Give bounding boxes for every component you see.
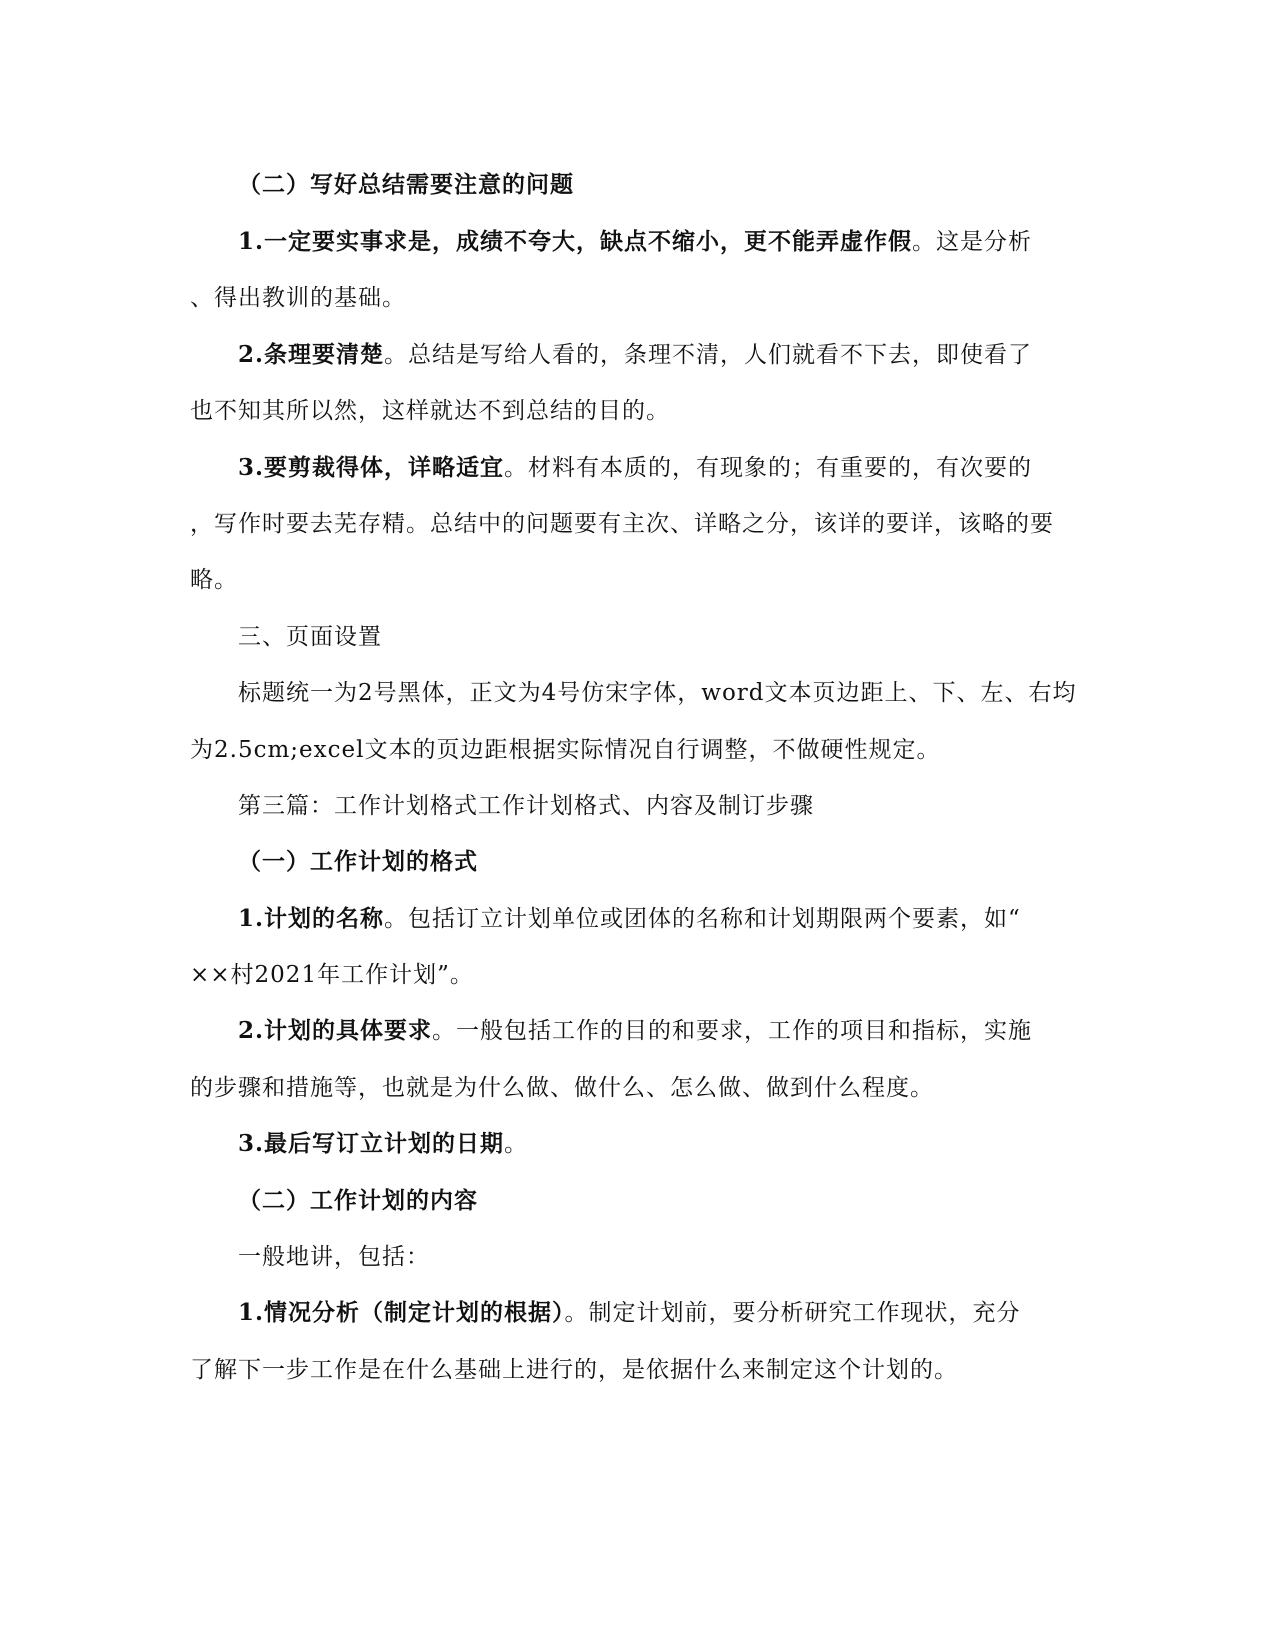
heading-summary-notes: （二）写好总结需要注意的问题 xyxy=(238,171,574,198)
paragraph-line: ××村2021年工作计划”。 xyxy=(190,962,474,988)
paragraph-line: 1.情况分析（制定计划的根据）。制定计划前，要分析研究工作现状，充分 xyxy=(238,1299,1021,1326)
paragraph-line: 一般地讲，包括： xyxy=(238,1244,430,1270)
paragraph-line: ，写作时要去芜存精。总结中的问题要有主次、详略之分，该详的要详，该略的要 xyxy=(190,511,1054,537)
paragraph-line: 2.条理要清楚。总结是写给人看的，条理不清，人们就看不下去，即使看了 xyxy=(238,341,1033,368)
paragraph-line: 2.计划的具体要求。一般包括工作的目的和要求，工作的项目和指标，实施 xyxy=(238,1017,1033,1044)
section-heading-page-setup: 三、页面设置 xyxy=(238,624,382,650)
paragraph-line: 3.最后写订立计划的日期。 xyxy=(238,1130,529,1157)
paragraph-line: 为2.5cm;excel文本的页边距根据实际情况自行调整，不做硬性规定。 xyxy=(190,737,941,763)
paragraph-line: 1.计划的名称。包括订立计划单位或团体的名称和计划期限两个要素，如“ xyxy=(238,905,1021,932)
paragraph-line: 的步骤和措施等，也就是为什么做、做什么、怎么做、做到什么程度。 xyxy=(190,1075,934,1101)
chapter-heading: 第三篇：工作计划格式工作计划格式、内容及制订步骤 xyxy=(238,793,814,819)
paragraph-line: 了解下一步工作是在什么基础上进行的，是依据什么来制定这个计划的。 xyxy=(190,1357,958,1383)
paragraph-line: 、得出教训的基础。 xyxy=(190,285,406,311)
paragraph-line: 也不知其所以然，这样就达不到总结的目的。 xyxy=(190,398,670,424)
heading-plan-format: （一）工作计划的格式 xyxy=(238,848,478,875)
heading-plan-content: （二）工作计划的内容 xyxy=(238,1187,478,1214)
paragraph-line: 标题统一为2号黑体，正文为4号仿宋字体，word文本页边距上、下、左、右均 xyxy=(238,680,1077,706)
paragraph-line: 3.要剪裁得体，详略适宜。材料有本质的，有现象的；有重要的，有次要的 xyxy=(238,454,1033,481)
paragraph-line: 1.一定要实事求是，成绩不夸大，缺点不缩小，更不能弄虚作假。这是分析 xyxy=(238,228,1033,255)
paragraph-line: 略。 xyxy=(190,567,238,593)
